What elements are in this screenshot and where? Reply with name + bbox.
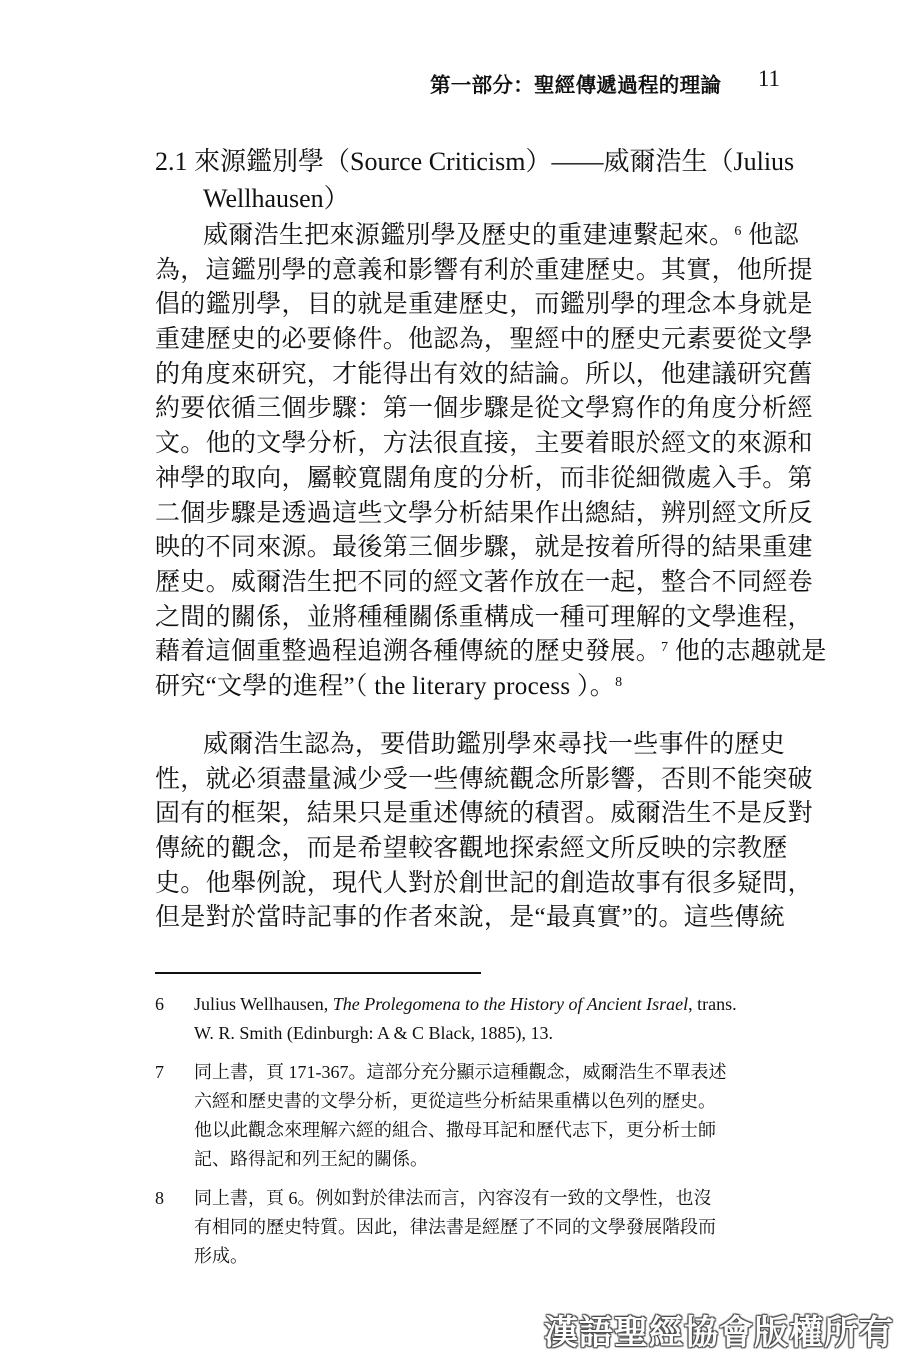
footnote-line: 同上書，頁 171-367。這部分充分顯示這種觀念，威爾浩生不單表述: [194, 1062, 727, 1082]
paragraph-line: 性，就必須盡量減少受一些傳統觀念所影響，否則不能突破: [155, 765, 813, 793]
section-heading-line-2: Wellhausen）: [203, 184, 350, 213]
section-heading: [155, 143, 795, 217]
paragraph-line: [155, 635, 827, 670]
paragraph-line: 重建歷史的必要條件。他認為，聖經中的歷史元素要從文學: [155, 326, 813, 354]
text-run: 他的志趣就是: [668, 638, 827, 666]
footnote-line: W. R. Smith (Edinburgh: A & C Black, 1885), 13.: [194, 1023, 554, 1043]
text-run: 威爾浩生把來源鑑別學及歷史的重建連繫起來。: [203, 222, 735, 249]
footnote-ref-7[interactable]: 7: [661, 640, 669, 656]
paragraph-2: [155, 728, 813, 936]
text-run: 藉着這個重整過程追溯各種傳統的歷史發展。: [155, 638, 662, 666]
footnote-line: 六經和歷史書的文學分析，更從這些分析結果重構以色列的歷史。: [194, 1091, 716, 1111]
footnote-line: 記、路得記和列王紀的關係。: [194, 1149, 428, 1169]
paragraph-line: 二個步驟是透過這些文學分析結果作出總結，辨別經文所反: [155, 499, 813, 527]
paragraph-line: 之間的關係，並將種種關係重構成一種可理解的文學進程，: [155, 603, 813, 631]
footnote-author: Julius Wellhausen,: [194, 994, 333, 1014]
running-header-title: 第一部分：聖經傳遞過程的理論: [430, 75, 722, 97]
footnote-number: 6: [155, 994, 164, 1014]
paragraph-1: [155, 219, 827, 705]
footnote-ref-8[interactable]: 8: [615, 674, 623, 690]
paragraph-line: 的角度來研究，才能得出有效的結論。所以，他建議研究舊: [155, 360, 813, 388]
footnote-line: 形成。: [194, 1246, 248, 1266]
text-run: , trans.: [688, 994, 737, 1014]
paragraph-line: [155, 219, 799, 254]
section-heading-line-1: 2.1 來源鑑別學（Source Criticism）——威爾浩生（Julius: [155, 147, 795, 176]
footnote-8: [155, 1184, 785, 1271]
paragraph-line: 文。他的文學分析，方法很直接，主要着眼於經文的來源和: [155, 430, 813, 458]
paragraph-line: 史。他舉例說，現代人對於創世記的創造故事有很多疑問，: [155, 869, 813, 897]
text-run: 他認: [741, 222, 799, 249]
paragraph-line: 神學的取向，屬較寬闊角度的分析，而非從細微處入手。第: [155, 464, 813, 492]
page-number: 11: [757, 66, 780, 91]
footnote-number: 7: [155, 1062, 164, 1082]
paragraph-line: [155, 670, 785, 705]
paragraph-line: 歷史。威爾浩生把不同的經文著作放在一起，整合不同經卷: [155, 568, 813, 596]
footnote-book-title: The Prolegomena to the History of Ancient Israel: [332, 994, 689, 1014]
footnote-separator: [155, 972, 481, 974]
footnote-6: [155, 990, 785, 1048]
paragraph-line: 傳統的觀念，而是希望較客觀地探索經文所反映的宗教歷: [155, 835, 788, 863]
footnote-line: 他以此觀念來理解六經的組合、撒母耳記和歷代志下，更分析士師: [194, 1120, 716, 1140]
text-run: 研究“文學的進程”（ the literary process ）。: [155, 672, 616, 700]
footnote-number: 8: [155, 1188, 164, 1208]
footnotes: [155, 990, 785, 1281]
paragraph-line: 但是對於當時記事的作者來說，是“最真實”的。這些傳統: [155, 904, 785, 932]
footnote-line: 同上書，頁 6。例如對於律法而言，內容沒有一致的文學性，也沒: [194, 1188, 712, 1208]
paragraph-line: 映的不同來源。最後第三個步驟，就是按着所得的結果重建: [155, 534, 813, 562]
paragraph-line: 威爾浩生認為，要借助鑑別學來尋找一些事件的歷史: [203, 731, 785, 758]
paragraph-line: 倡的鑑別學，目的就是重建歷史，而鑑別學的理念本身就是: [155, 291, 813, 319]
paragraph-line: 約要依循三個步驟：第一個步驟是從文學寫作的角度分析經: [155, 395, 813, 423]
running-header: [430, 68, 782, 102]
footnote-line: [194, 990, 785, 1019]
paragraph-line: 為，這鑑別學的意義和影響有利於重建歷史。其實，他所提: [155, 256, 813, 284]
footnote-line: 有相同的歷史特質。因此，律法書是經歷了不同的文學發展階段而: [194, 1217, 716, 1237]
footnote-7: [155, 1058, 785, 1174]
copyright-watermark: 漢語聖經協會版權所有: [544, 1315, 894, 1352]
paragraph-line: 固有的框架，結果只是重述傳統的積習。威爾浩生不是反對: [155, 800, 813, 828]
footnote-ref-6[interactable]: 6: [734, 224, 742, 239]
